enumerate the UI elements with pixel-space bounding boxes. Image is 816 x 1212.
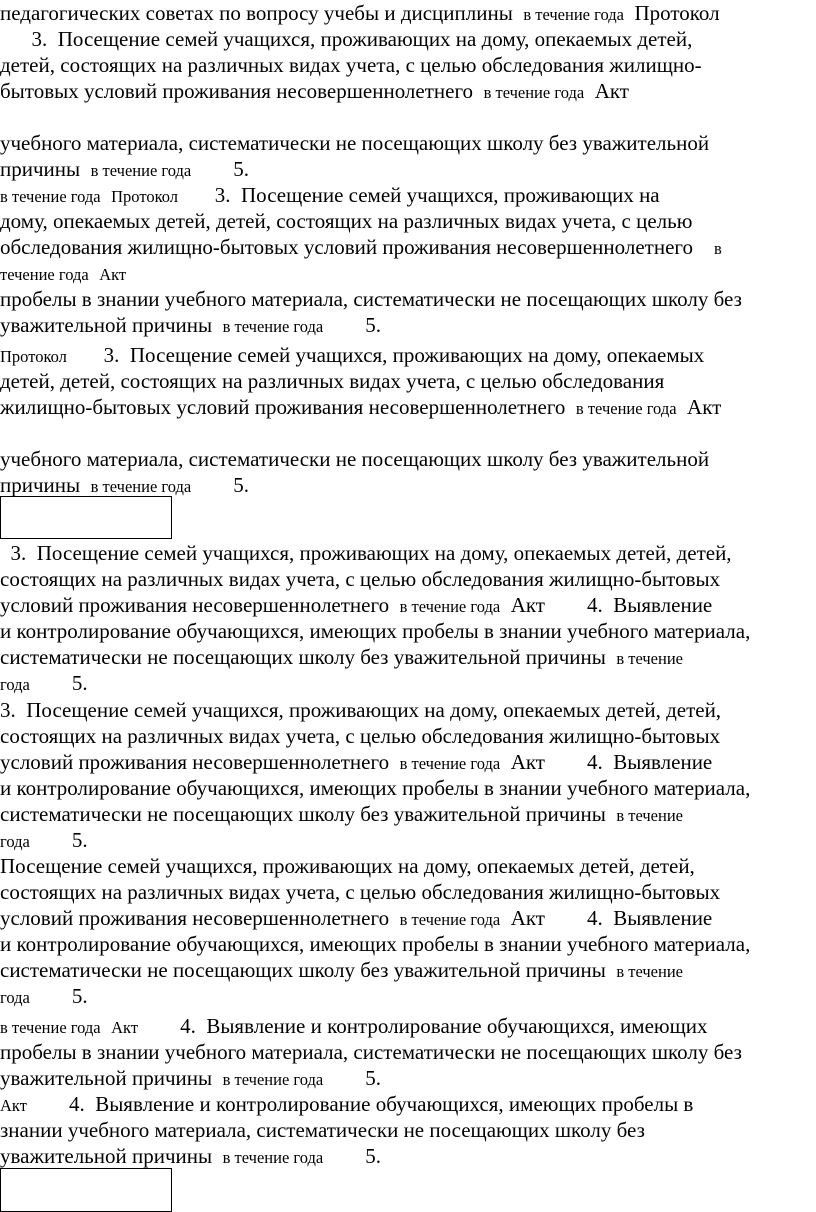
text-run: 3. Посещение семей учащихся, проживающих на — [178, 183, 660, 207]
text-run: Акт 4. Выявление — [500, 906, 713, 930]
small-text-run: в течение года — [0, 1018, 101, 1037]
text-line — [0, 208, 816, 234]
text-line — [0, 156, 816, 182]
text-line — [0, 472, 816, 498]
text-line — [0, 592, 816, 618]
text-run — [101, 1014, 112, 1038]
text-fragment-8 — [0, 1091, 816, 1169]
text-run: условий проживания несовершеннолетнего — [0, 906, 400, 930]
small-text-run: в течение — [616, 649, 683, 668]
text-run: 5. — [29, 828, 88, 852]
text-run: уважительной причины — [0, 1066, 223, 1090]
text-line — [0, 827, 816, 853]
text-run: уважительной причины — [0, 1144, 223, 1168]
text-run: бытовых условий проживания несовершеннолетнего — [0, 79, 484, 103]
small-text-run: в течение года — [575, 399, 677, 418]
text-run: и контролирование обучающихся, имеющих пробелы в знании учебного материала, — [0, 932, 751, 956]
small-text-run: в течение года — [222, 1070, 324, 1089]
text-run: 5. — [323, 1066, 381, 1090]
text-line — [0, 775, 816, 801]
small-text-run: в течение года — [222, 1148, 324, 1167]
text-line — [0, 879, 816, 905]
text-run: 3. Посещение семей учащихся, проживающих на дому, опекаемых детей, детей, — [0, 698, 722, 722]
text-line — [0, 1039, 816, 1065]
text-run: систематически не посещающих школу без уважительной причины — [0, 958, 617, 982]
small-text-run: в течение года — [222, 317, 324, 336]
small-text-run: в течение — [616, 962, 683, 981]
small-text-run: в течение года — [90, 477, 192, 496]
text-line — [0, 1013, 816, 1039]
text-run: обследования жилищно-бытовых условий проживания несовершеннолетнего — [0, 235, 714, 259]
text-run: Акт 4. Выявление — [500, 750, 713, 774]
small-text-run: Акт — [0, 1096, 27, 1115]
text-run: учебного материала, систематически не посещающих школу без уважительной — [0, 447, 710, 471]
small-text-run: года — [0, 675, 30, 694]
small-text-run: в течение года — [523, 5, 624, 24]
text-line — [0, 182, 816, 208]
text-run: уважительной причины — [0, 313, 223, 337]
text-run: состоящих на различных видах учета, с целью обследования жилищно-бытовых — [0, 724, 721, 748]
text-run: состоящих на различных видах учета, с целью обследования жилищно-бытовых — [0, 567, 721, 591]
text-line — [0, 446, 816, 472]
small-text-run: в — [713, 239, 722, 258]
text-line — [0, 1065, 816, 1091]
text-run: Протокол — [623, 1, 720, 25]
small-text-run: в течение года — [483, 83, 585, 102]
text-fragment-5 — [0, 697, 816, 853]
text-fragment-7 — [0, 1013, 816, 1091]
small-text-run: в течение года — [399, 910, 501, 929]
text-line — [0, 368, 816, 394]
small-text-run: Акт — [99, 265, 127, 284]
text-line — [0, 130, 816, 156]
text-line — [0, 26, 816, 52]
text-line — [0, 104, 816, 130]
text-run: детей, состоящих на различных видах учета, с целью обследования жилищно- — [0, 53, 702, 77]
text-line — [0, 749, 816, 775]
text-run: 5. — [323, 313, 381, 337]
small-text-run: года — [0, 832, 30, 851]
text-line — [0, 644, 816, 670]
text-line — [0, 618, 816, 644]
small-text-run: в течение года — [399, 597, 501, 616]
text-run: 5. — [29, 671, 88, 695]
text-line — [0, 540, 816, 566]
text-run: знании учебного материала, систематически не посещающих школу без — [0, 1118, 645, 1142]
text-line — [0, 670, 816, 696]
text-run: 5. — [323, 1144, 381, 1168]
empty-table-cell — [0, 1168, 172, 1212]
small-text-run: Протокол — [111, 187, 179, 206]
text-line — [0, 312, 816, 338]
text-run: 4. Выявление и контролирование обучающихся, имеющих — [138, 1014, 708, 1038]
small-text-run: Протокол — [0, 347, 67, 366]
text-line — [0, 853, 816, 879]
text-run: 3. Посещение семей учащихся, проживающих на дому, опекаемых детей, — [0, 27, 693, 51]
text-run: причины — [0, 473, 91, 497]
text-line — [0, 420, 816, 446]
text-line — [0, 697, 816, 723]
text-line — [0, 52, 816, 78]
text-line — [0, 1091, 816, 1117]
text-run: пробелы в знании учебного материала, систематически не посещающих школу без — [0, 287, 742, 311]
text-line — [0, 234, 816, 260]
text-fragment-1 — [0, 0, 816, 182]
text-fragment-4 — [0, 540, 816, 696]
text-run: 3. Посещение семей учащихся, проживающих на дому, опекаемых детей, детей, — [0, 541, 732, 565]
text-run: условий проживания несовершеннолетнего — [0, 750, 400, 774]
text-fragment-6 — [0, 853, 816, 1009]
text-run: систематически не посещающих школу без уважительной причины — [0, 802, 617, 826]
text-run: состоящих на различных видах учета, с целью обследования жилищно-бытовых — [0, 880, 721, 904]
text-run: пробелы в знании учебного материала, систематически не посещающих школу без — [0, 1040, 742, 1064]
small-text-run: Акт — [111, 1018, 139, 1037]
text-line — [0, 78, 816, 104]
text-run — [101, 183, 112, 207]
text-run: 5. — [191, 157, 249, 181]
text-run: Акт 4. Выявление — [500, 593, 713, 617]
text-line — [0, 801, 816, 827]
text-run: систематически не посещающих школу без уважительной причины — [0, 645, 617, 669]
text-run — [89, 261, 100, 285]
text-run: 5. — [29, 984, 88, 1008]
text-run: учебного материала, систематически не посещающих школу без уважительной — [0, 131, 710, 155]
text-run: жилищно-бытовых условий проживания несовершеннолетнего — [0, 395, 576, 419]
text-run — [126, 261, 137, 285]
text-run: и контролирование обучающихся, имеющих пробелы в знании учебного материала, — [0, 619, 751, 643]
text-line — [0, 342, 816, 368]
small-text-run: в течение года — [0, 187, 101, 206]
text-run: педагогических советах по вопросу учебы и дисциплины — [0, 1, 524, 25]
small-text-run: года — [0, 988, 30, 1007]
text-line — [0, 1117, 816, 1143]
text-line — [0, 260, 816, 286]
small-text-run: в течение года — [399, 754, 501, 773]
text-fragment-3 — [0, 342, 816, 498]
text-run: Посещение семей учащихся, проживающих на дому, опекаемых детей, детей, — [0, 854, 695, 878]
text-line — [0, 566, 816, 592]
text-run: дому, опекаемых детей, детей, состоящих на различных видах учета, с целью — [0, 209, 693, 233]
text-line — [0, 931, 816, 957]
text-run: Акт — [676, 395, 722, 419]
text-fragment-2 — [0, 182, 816, 338]
text-run: 5. — [191, 473, 249, 497]
text-line — [0, 286, 816, 312]
text-run: и контролирование обучающихся, имеющих пробелы в знании учебного материала, — [0, 776, 751, 800]
text-run: Акт — [584, 79, 629, 103]
text-run: причины — [0, 157, 91, 181]
text-line — [0, 957, 816, 983]
text-line — [0, 1143, 816, 1169]
text-line — [0, 394, 816, 420]
small-text-run: течение года — [0, 265, 89, 284]
small-text-run: в течение года — [90, 161, 192, 180]
text-line — [0, 723, 816, 749]
text-run: 3. Посещение семей учащихся, проживающих на дому, опекаемых — [66, 343, 705, 367]
text-line — [0, 905, 816, 931]
text-run: 4. Выявление и контролирование обучающихся, имеющих пробелы в — [26, 1092, 694, 1116]
empty-table-cell — [0, 496, 172, 539]
text-line — [0, 983, 816, 1009]
text-run: детей, детей, состоящих на различных видах учета, с целью обследования — [0, 369, 665, 393]
text-run: условий проживания несовершеннолетнего — [0, 593, 400, 617]
text-line — [0, 0, 816, 26]
small-text-run: в течение — [616, 806, 683, 825]
